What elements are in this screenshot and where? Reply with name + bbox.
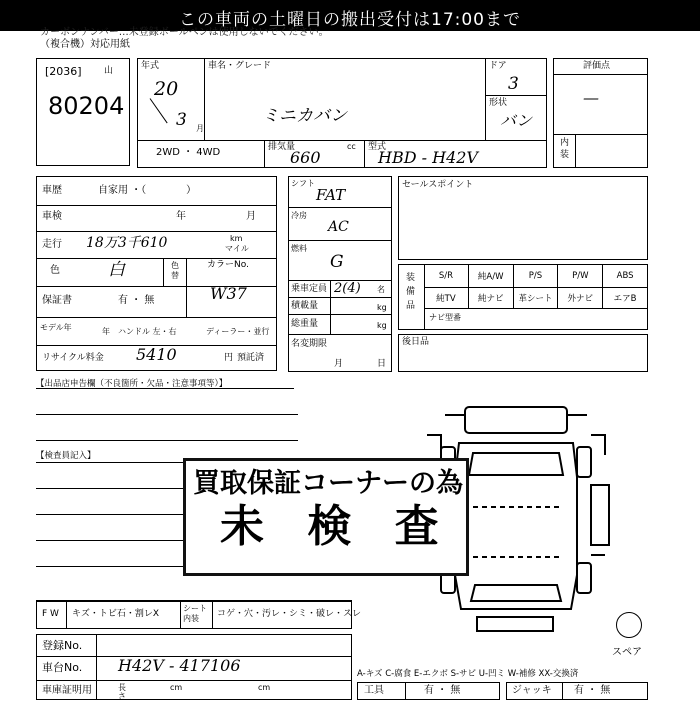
- interior-label: 内装: [560, 138, 570, 160]
- rating-value: —: [583, 88, 599, 107]
- equipment-cell: 革シート: [514, 287, 559, 308]
- history-label: 車歴: [42, 185, 62, 196]
- load-unit: kg: [377, 303, 387, 312]
- name-label: 車名・グレード: [208, 61, 272, 71]
- stamp-line2: 未 検 査: [220, 501, 453, 552]
- form-title: （複合機）対応用紙: [40, 39, 130, 50]
- rating-label: 評価点: [583, 61, 611, 71]
- seat-values: コゲ・穴・汚レ・シミ・破レ・スレ: [217, 609, 362, 619]
- partial-header: カーボンナンバー…未登録ボールペンは使用しないでください。: [40, 27, 329, 38]
- recycle-unit: 円: [224, 353, 234, 363]
- equipment-cell: 外ナビ: [558, 287, 603, 308]
- ac-value: AC: [328, 219, 349, 235]
- mileage-value: 18万3千610: [86, 235, 168, 251]
- month-value: 3: [176, 110, 187, 130]
- equipment-cell: S/R: [424, 264, 469, 287]
- tools-value: 有 ・ 無: [424, 685, 461, 696]
- name-value: ミニカバン: [262, 106, 347, 126]
- tools-label: 工具: [364, 685, 384, 696]
- spare-icon: [616, 612, 642, 638]
- year-value: 20: [154, 78, 179, 100]
- doors-label: ドア: [489, 61, 507, 71]
- total-weight-label: 総重量: [291, 319, 319, 329]
- recycle-value: 5410: [136, 345, 177, 364]
- equipment-cell: 純A/W: [469, 264, 514, 287]
- defect-header: 【出品店申告欄（不良箇所・欠品・注意事項等）】: [36, 379, 228, 389]
- lot-code: [2036]: [45, 65, 82, 78]
- equipment-cell: 純TV: [424, 287, 469, 308]
- equipment-cell: P/S: [514, 264, 559, 287]
- fw-values: キズ・トビ石・割レX: [72, 609, 159, 619]
- spare-label: スペア: [612, 647, 642, 658]
- color-code-label: カラーNo.: [207, 260, 249, 270]
- recycle-note: 預託済: [237, 353, 265, 363]
- name-change-day: 日: [377, 359, 387, 369]
- load-label: 積載量: [291, 301, 319, 311]
- total-weight-unit: kg: [377, 321, 387, 330]
- ac-label: 冷房: [291, 211, 307, 220]
- mileage-mile: マイル: [225, 244, 249, 253]
- inspection-label: 車検: [42, 211, 62, 222]
- stamp-line1: 買取保証コーナーの為: [193, 468, 463, 499]
- legend: A-キズ C-腐食 E-エクボ S-サビ U-凹ミ W-補修 XX-交換済: [357, 669, 579, 679]
- fw-label: F W: [42, 609, 59, 619]
- capacity-unit: 名: [377, 285, 385, 294]
- shift-value: FAT: [316, 186, 346, 204]
- banner-text: この車両の土曜日の搬出受付は17:00まで: [179, 10, 521, 30]
- displacement-unit: cc: [347, 142, 356, 151]
- inspection-month: 月: [246, 211, 256, 222]
- model-year-unit: 年: [102, 327, 110, 336]
- lot-suffix: 山: [104, 66, 114, 76]
- model-value: HBD - H42V: [378, 148, 478, 167]
- warranty-value: 有 ・ 無: [118, 295, 155, 306]
- equipment-cell: ABS: [603, 264, 648, 287]
- warranty-label: 保証書: [42, 295, 72, 306]
- displacement-label: 排気量: [268, 142, 296, 152]
- history-value: 自家用 ・（ ）: [98, 185, 197, 196]
- doors-value: 3: [508, 74, 519, 94]
- sales-point-label: セールスポイント: [402, 180, 474, 190]
- equipment-label: 装備品: [406, 273, 416, 311]
- inspection-year: 年: [176, 211, 186, 222]
- month-unit: 月: [196, 124, 204, 133]
- model-label: 型式: [368, 142, 387, 152]
- equipment-cell: エアB: [603, 287, 648, 308]
- dealer-value: ディーラー・並行: [206, 327, 270, 336]
- capacity-value: 2(4): [334, 281, 361, 296]
- mileage-km: km: [230, 234, 243, 243]
- chassis-value: H42V - 417106: [118, 656, 241, 675]
- model-year-label: モデル年: [40, 323, 72, 332]
- vehicle-cert-unit-2: cm: [258, 683, 271, 692]
- vehicle-cert-unit-1: cm: [170, 683, 183, 692]
- lot-number: 80204: [48, 92, 125, 120]
- navi-label: ナビ型番: [429, 313, 461, 322]
- chassis-label: 車台No.: [42, 661, 83, 674]
- seat-label: シート内装: [183, 604, 207, 623]
- color-change-label: 色替: [171, 261, 179, 281]
- shift-label: シフト: [291, 179, 315, 188]
- notes-box: [398, 334, 648, 372]
- capacity-label: 乗車定員: [291, 284, 328, 294]
- color-label: 色: [50, 265, 60, 276]
- equipment-cell: P/W: [558, 264, 603, 287]
- name-change-month: 月: [334, 359, 344, 369]
- mileage-label: 走行: [42, 239, 62, 250]
- displacement-value: 660: [290, 148, 321, 167]
- handle-value: ハンドル 左・右: [118, 327, 177, 336]
- color-code-value: W37: [210, 284, 247, 303]
- jack-label: ジャッキ: [512, 685, 552, 696]
- color-value: 白: [108, 260, 125, 280]
- notes-label: 後日品: [402, 337, 430, 347]
- shape-value: バン: [500, 111, 533, 130]
- fuel-label: 燃料: [291, 244, 307, 253]
- year-label: 年式: [141, 61, 160, 71]
- vehicle-cert-label: 車庫証明用: [42, 685, 92, 696]
- inspector-header: 【検査員記入】: [36, 451, 96, 461]
- fuel-value: G: [330, 252, 344, 272]
- recycle-label: リサイクル料金: [42, 353, 104, 363]
- registration-label: 登録No.: [42, 639, 83, 652]
- shape-label: 形状: [489, 98, 508, 108]
- vehicle-cert-side: 長さ: [118, 683, 126, 701]
- name-change-label: 名変期限: [291, 339, 328, 349]
- drive-label: 2WD ・ 4WD: [156, 147, 221, 158]
- jack-value: 有 ・ 無: [574, 685, 611, 696]
- equipment-cell: 純ナビ: [469, 287, 514, 308]
